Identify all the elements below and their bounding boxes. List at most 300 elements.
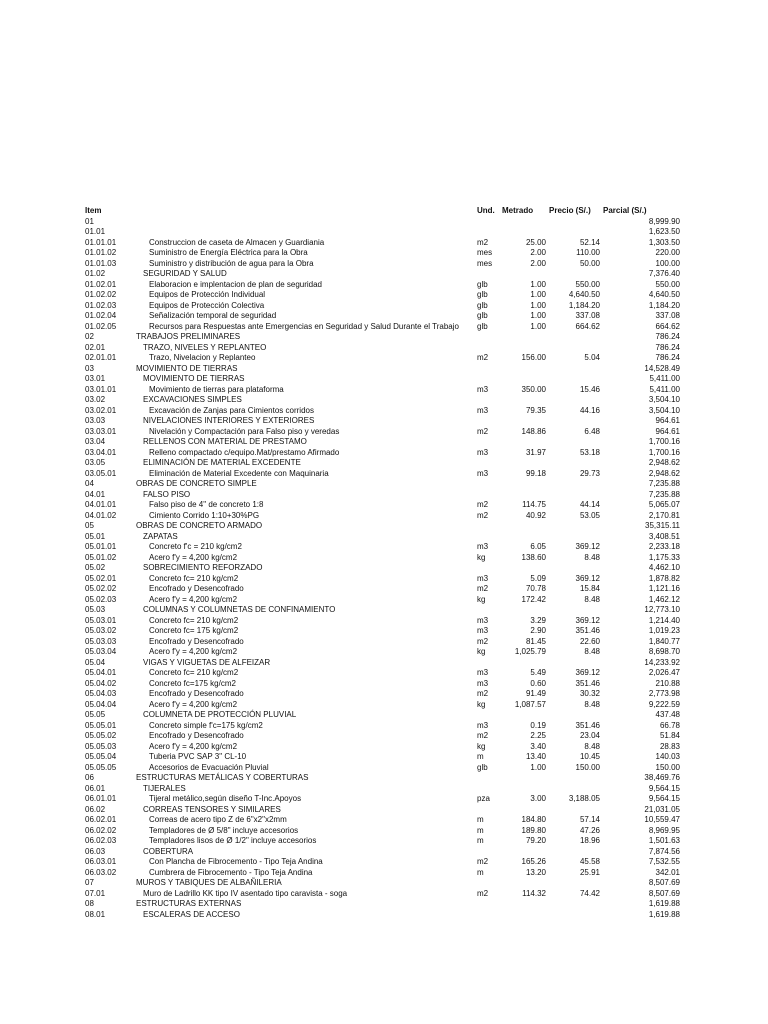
cell-partial-total: 21,031.05 xyxy=(644,804,680,814)
table-row xyxy=(0,217,768,228)
cell-quantity: 31.97 xyxy=(525,447,546,457)
cell-item-code: 01.02.02 xyxy=(85,290,117,299)
cell-unit: m3 xyxy=(477,720,489,730)
cell-description: OBRAS DE CONCRETO ARMADO xyxy=(136,521,263,530)
cell-description: MOVIMIENTO DE TIERRAS xyxy=(136,363,238,373)
cell-item-code: 05.05.04 xyxy=(85,752,117,761)
cell-unit: m3 xyxy=(477,573,489,583)
cell-description: COLUMNAS Y COLUMNETAS DE CONFINAMIENTO xyxy=(143,605,336,614)
table-row xyxy=(0,826,768,837)
table-row xyxy=(0,910,768,921)
table-row xyxy=(0,458,768,469)
cell-unit-price: 8.48 xyxy=(584,741,600,751)
cell-item-code: 04.01.01 xyxy=(85,500,117,509)
cell-unit: glb xyxy=(477,311,488,320)
cell-unit-price: 15.46 xyxy=(579,384,600,394)
cell-quantity: 79.35 xyxy=(525,405,546,415)
cell-partial-total: 337.08 xyxy=(655,311,680,320)
cell-description: TIJERALES xyxy=(143,783,186,793)
cell-description: Señalización temporal de seguridad xyxy=(149,311,277,320)
cell-quantity: 148.86 xyxy=(521,426,546,436)
cell-item-code: 02 xyxy=(85,332,94,341)
cell-unit: m2 xyxy=(477,500,489,509)
cell-description: Cumbrera de Fibrocemento - Tipo Teja Andina xyxy=(149,867,313,877)
cell-partial-total: 1,619.88 xyxy=(648,899,680,908)
cell-quantity: 1,087.57 xyxy=(514,699,546,709)
cell-unit-price: 29.73 xyxy=(579,468,600,478)
table-row xyxy=(0,227,768,238)
cell-unit-price: 47.26 xyxy=(579,825,600,835)
cell-partial-total: 1,700.16 xyxy=(648,437,680,446)
cell-item-code: 08.01 xyxy=(85,909,106,919)
cell-description: Acero f'y = 4,200 kg/cm2 xyxy=(149,699,238,709)
cell-partial-total: 1,019.23 xyxy=(648,626,680,635)
cell-unit: m2 xyxy=(477,731,489,740)
cell-partial-total: 1,175.33 xyxy=(648,552,680,562)
cell-description: Cimiento Corrido 1:10+30%PG xyxy=(149,510,260,520)
cell-item-code: 04 xyxy=(85,479,94,488)
cell-item-code: 06 xyxy=(85,773,94,782)
cell-description: Falso piso de 4" de concreto 1:8 xyxy=(149,500,264,509)
cell-quantity: 1.00 xyxy=(530,311,546,320)
table-row xyxy=(0,353,768,364)
cell-partial-total: 220.00 xyxy=(655,248,680,257)
cell-item-code: 06.02.02 xyxy=(85,825,117,835)
cell-item-code: 06.02.03 xyxy=(85,836,117,845)
table-body xyxy=(0,217,768,921)
cell-unit: m3 xyxy=(477,668,489,677)
cell-unit-price: 4,640.50 xyxy=(568,290,600,299)
cell-quantity: 2.00 xyxy=(530,248,546,257)
cell-quantity: 6.05 xyxy=(530,542,546,551)
cell-partial-total: 4,462.10 xyxy=(648,563,680,572)
cell-description: Encofrado y Desencofrado xyxy=(149,584,244,593)
cell-unit: glb xyxy=(477,321,488,331)
cell-partial-total: 550.00 xyxy=(655,279,680,289)
cell-partial-total: 7,235.88 xyxy=(648,489,680,499)
cell-unit-price: 53.05 xyxy=(579,510,600,520)
cell-description: Construccion de caseta de Almacen y Guardiania xyxy=(149,237,325,247)
cell-unit-price: 8.48 xyxy=(584,699,600,709)
table-row xyxy=(0,668,768,679)
cell-partial-total: 5,065.07 xyxy=(648,500,680,509)
table-row xyxy=(0,773,768,784)
cell-partial-total: 1,184.20 xyxy=(648,300,680,310)
header-unit: Und. xyxy=(477,206,495,215)
cell-unit: m3 xyxy=(477,468,489,478)
cell-unit: m2 xyxy=(477,353,489,362)
cell-partial-total: 2,773.98 xyxy=(648,689,680,698)
cell-partial-total: 786.24 xyxy=(655,353,680,362)
cell-unit: glb xyxy=(477,762,488,772)
cell-partial-total: 786.24 xyxy=(655,342,680,352)
cell-quantity: 3.29 xyxy=(530,615,546,625)
cell-partial-total: 1,840.77 xyxy=(648,636,680,646)
cell-partial-total: 140.03 xyxy=(655,752,680,761)
cell-unit-price: 50.00 xyxy=(579,258,600,268)
cell-unit-price: 6.48 xyxy=(584,426,600,436)
cell-unit-price: 44.14 xyxy=(579,500,600,509)
cell-unit: m2 xyxy=(477,636,489,646)
cell-unit: m xyxy=(477,825,484,835)
cell-item-code: 01.02.04 xyxy=(85,311,117,320)
cell-partial-total: 8,507.69 xyxy=(648,888,680,898)
cell-unit-price: 369.12 xyxy=(575,668,600,677)
cell-partial-total: 786.24 xyxy=(655,332,680,341)
cell-quantity: 1.00 xyxy=(530,290,546,299)
table-row xyxy=(0,584,768,595)
cell-partial-total: 1,501.63 xyxy=(648,836,680,845)
cell-unit: m3 xyxy=(477,626,489,635)
cell-unit-price: 30.32 xyxy=(579,689,600,698)
cell-item-code: 05.04.01 xyxy=(85,668,117,677)
header-qty: Metrado xyxy=(502,206,534,215)
cell-item-code: 07 xyxy=(85,878,94,887)
cell-unit: kg xyxy=(477,699,486,709)
table-row xyxy=(0,889,768,900)
cell-unit: mes xyxy=(477,258,493,268)
cell-unit-price: 53.18 xyxy=(579,447,600,457)
cell-unit: kg xyxy=(477,594,486,604)
cell-partial-total: 9,564.15 xyxy=(648,794,680,803)
table-row xyxy=(0,616,768,627)
cell-item-code: 06.02 xyxy=(85,804,106,814)
cell-item-code: 03.05 xyxy=(85,458,106,467)
cell-unit-price: 369.12 xyxy=(575,573,600,583)
cell-item-code: 03.05.01 xyxy=(85,468,117,478)
table-row xyxy=(0,248,768,259)
cell-item-code: 01.01.01 xyxy=(85,237,117,247)
table-row xyxy=(0,679,768,690)
table-row xyxy=(0,532,768,543)
cell-unit: m3 xyxy=(477,542,489,551)
table-row xyxy=(0,742,768,753)
cell-description: SOBRECIMIENTO REFORZADO xyxy=(143,563,263,572)
cell-item-code: 05.04.02 xyxy=(85,678,117,688)
cell-item-code: 06.03 xyxy=(85,846,106,856)
cell-description: Templadores de Ø 5/8" incluye accesorios xyxy=(149,825,299,835)
table-row xyxy=(0,878,768,889)
cell-description: COLUMNETA DE PROTECCIÓN PLUVIAL xyxy=(143,710,297,719)
cell-partial-total: 1,462.12 xyxy=(648,594,680,604)
cell-quantity: 1.00 xyxy=(530,300,546,310)
cell-description: Acero f'y = 4,200 kg/cm2 xyxy=(149,741,238,751)
cell-unit-price: 10.45 xyxy=(579,752,600,761)
table-row xyxy=(0,437,768,448)
cell-partial-total: 664.62 xyxy=(655,321,680,331)
table-row xyxy=(0,406,768,417)
cell-partial-total: 1,214.40 xyxy=(648,615,680,625)
cell-partial-total: 1,121.16 xyxy=(648,584,680,593)
table-row xyxy=(0,763,768,774)
cell-item-code: 01.02.05 xyxy=(85,321,117,331)
cell-description: Elaboracion e implentacion de plan de seguridad xyxy=(149,279,323,289)
cell-unit-price: 150.00 xyxy=(575,762,600,772)
cell-item-code: 05.02.01 xyxy=(85,573,117,583)
cell-unit: m3 xyxy=(477,405,489,415)
table-row xyxy=(0,637,768,648)
table-row xyxy=(0,448,768,459)
table-row xyxy=(0,511,768,522)
cell-quantity: 5.49 xyxy=(530,668,546,677)
cell-description: Relleno compactado c/equipo.Mat/prestamo Afirmado xyxy=(149,447,340,457)
cell-unit: glb xyxy=(477,279,488,289)
cell-item-code: 05.05.02 xyxy=(85,731,117,740)
cell-unit: m2 xyxy=(477,857,489,866)
cell-description: Muro de Ladrillo KK tipo IV asentado tipo caravista - soga xyxy=(143,888,348,898)
header-price: Precio (S/.) xyxy=(549,206,591,215)
cell-quantity: 138.60 xyxy=(521,552,546,562)
cell-unit-price: 74.42 xyxy=(579,888,600,898)
cell-description: Recursos para Respuestas ante Emergencias en Seguridad y Salud Durante el Trabajo xyxy=(149,321,459,331)
cell-item-code: 05.05.03 xyxy=(85,741,117,751)
cell-item-code: 04.01.02 xyxy=(85,510,117,520)
table-row xyxy=(0,647,768,658)
cell-unit: m2 xyxy=(477,426,489,436)
cell-description: TRABAJOS PRELIMINARES xyxy=(136,332,241,341)
cell-item-code: 03 xyxy=(85,363,94,373)
cell-item-code: 02.01 xyxy=(85,342,106,352)
cell-item-code: 05.03.03 xyxy=(85,636,117,646)
cell-partial-total: 51.84 xyxy=(659,731,680,740)
table-row xyxy=(0,553,768,564)
cell-description: Trazo, Nivelacion y Replanteo xyxy=(149,353,256,362)
cell-description: SEGURIDAD Y SALUD xyxy=(143,269,227,278)
cell-quantity: 40.92 xyxy=(525,510,546,520)
table-row xyxy=(0,836,768,847)
cell-unit-price: 45.58 xyxy=(579,857,600,866)
cell-item-code: 08 xyxy=(85,899,94,908)
table-row xyxy=(0,857,768,868)
cell-unit-price: 351.46 xyxy=(575,678,600,688)
table-row xyxy=(0,364,768,375)
cell-description: MUROS Y TABIQUES DE ALBAÑILERIA xyxy=(136,878,282,887)
cell-item-code: 05.03.04 xyxy=(85,647,117,656)
cell-item-code: 06.03.01 xyxy=(85,857,117,866)
cell-quantity: 165.26 xyxy=(521,857,546,866)
cell-partial-total: 2,233.18 xyxy=(648,542,680,551)
cell-unit-price: 8.48 xyxy=(584,647,600,656)
cell-item-code: 05.01 xyxy=(85,531,106,541)
cell-partial-total: 10,559.47 xyxy=(644,815,680,824)
cell-description: Suministro de Energía Eléctrica para la Obra xyxy=(149,248,308,257)
cell-partial-total: 1,878.82 xyxy=(648,573,680,583)
cell-quantity: 114.32 xyxy=(522,888,546,898)
table-row xyxy=(0,784,768,795)
table-row xyxy=(0,805,768,816)
table-row xyxy=(0,479,768,490)
cell-unit: m xyxy=(477,836,484,845)
table-row xyxy=(0,542,768,553)
cell-item-code: 04.01 xyxy=(85,489,106,499)
cell-partial-total: 35,315.11 xyxy=(645,521,680,530)
table-row xyxy=(0,899,768,910)
cell-unit-price: 351.46 xyxy=(575,626,600,635)
cell-description: ZAPATAS xyxy=(143,531,178,541)
table-row xyxy=(0,469,768,480)
cell-description: OBRAS DE CONCRETO SIMPLE xyxy=(136,479,257,488)
cell-unit-price: 664.62 xyxy=(575,321,600,331)
cell-partial-total: 4,640.50 xyxy=(648,290,680,299)
cell-item-code: 06.01 xyxy=(85,783,106,793)
cell-item-code: 06.02.01 xyxy=(85,815,117,824)
cell-item-code: 01.02.01 xyxy=(85,279,117,289)
table-row xyxy=(0,794,768,805)
cell-quantity: 91.49 xyxy=(525,689,546,698)
budget-sheet xyxy=(0,206,768,920)
table-row xyxy=(0,385,768,396)
cell-item-code: 03.01.01 xyxy=(85,384,117,394)
cell-unit-price: 25.91 xyxy=(579,867,600,877)
cell-unit: m2 xyxy=(477,888,489,898)
cell-description: Encofrado y Desencofrado xyxy=(149,636,244,646)
cell-unit: m3 xyxy=(477,678,489,688)
table-row xyxy=(0,815,768,826)
table-row xyxy=(0,626,768,637)
cell-partial-total: 1,623.50 xyxy=(648,227,680,236)
cell-item-code: 05.01.02 xyxy=(85,552,117,562)
cell-unit-price: 23.04 xyxy=(579,731,600,740)
table-row xyxy=(0,721,768,732)
cell-item-code: 05.02.03 xyxy=(85,594,117,604)
cell-item-code: 03.04.01 xyxy=(85,447,117,457)
cell-quantity: 189.80 xyxy=(521,825,546,835)
cell-quantity: 114.75 xyxy=(522,500,546,509)
table-row xyxy=(0,343,768,354)
cell-item-code: 05.04.04 xyxy=(85,699,117,709)
cell-item-code: 05.03.01 xyxy=(85,615,117,625)
cell-item-code: 05.04 xyxy=(85,657,106,667)
cell-partial-total: 964.61 xyxy=(655,426,680,436)
cell-unit-price: 351.46 xyxy=(575,720,600,730)
cell-partial-total: 342.01 xyxy=(655,867,680,877)
table-row xyxy=(0,395,768,406)
table-row xyxy=(0,700,768,711)
table-row xyxy=(0,847,768,858)
cell-description: MOVIMIENTO DE TIERRAS xyxy=(143,374,245,383)
cell-partial-total: 5,411.00 xyxy=(649,374,680,383)
cell-partial-total: 1,700.16 xyxy=(648,447,680,457)
cell-description: NIVELACIONES INTERIORES Y EXTERIORES xyxy=(143,416,315,425)
cell-item-code: 05.01.01 xyxy=(85,542,117,551)
cell-description: ELIMINACIÓN DE MATERIAL EXCEDENTE xyxy=(143,458,301,467)
cell-item-code: 03.02.01 xyxy=(85,405,117,415)
cell-unit-price: 44.16 xyxy=(579,405,600,415)
cell-unit-price: 57.14 xyxy=(579,815,600,824)
cell-description: Correas de acero tipo Z de 6"x2"x2mm xyxy=(149,815,287,824)
cell-item-code: 05.03.02 xyxy=(85,626,117,635)
cell-description: Concreto fc= 175 kg/cm2 xyxy=(149,626,239,635)
cell-description: FALSO PISO xyxy=(143,489,191,499)
cell-item-code: 01.01.02 xyxy=(85,248,117,257)
cell-unit: glb xyxy=(477,290,488,299)
table-row xyxy=(0,427,768,438)
cell-unit-price: 1,184.20 xyxy=(568,300,600,310)
table-row xyxy=(0,416,768,427)
table-row xyxy=(0,301,768,312)
cell-description: Concreto f'c = 210 kg/cm2 xyxy=(149,542,242,551)
cell-unit: m3 xyxy=(477,615,489,625)
cell-unit: kg xyxy=(477,552,486,562)
cell-item-code: 01 xyxy=(85,216,94,226)
cell-description: Equipos de Protección Individual xyxy=(149,290,266,299)
cell-quantity: 156.00 xyxy=(521,353,546,362)
cell-description: Concreto fc= 210 kg/cm2 xyxy=(149,668,239,677)
cell-description: ESTRUCTURAS EXTERNAS xyxy=(136,899,242,908)
cell-unit-price: 369.12 xyxy=(575,542,600,551)
cell-partial-total: 1,303.50 xyxy=(648,237,680,247)
table-header xyxy=(0,206,768,217)
cell-partial-total: 7,532.55 xyxy=(648,857,680,866)
cell-partial-total: 12,773.10 xyxy=(644,605,680,614)
cell-description: Concreto fc= 210 kg/cm2 xyxy=(149,615,239,625)
cell-partial-total: 3,504.10 xyxy=(648,395,680,404)
cell-quantity: 1.00 xyxy=(530,279,546,289)
cell-quantity: 13.20 xyxy=(525,867,546,877)
cell-item-code: 03.01 xyxy=(85,374,106,383)
cell-item-code: 01.01.03 xyxy=(85,258,117,268)
cell-description: Movimiento de tierras para plataforma xyxy=(149,384,284,394)
table-row xyxy=(0,490,768,501)
cell-partial-total: 1,619.88 xyxy=(648,909,680,919)
cell-item-code: 03.03 xyxy=(85,416,106,425)
cell-item-code: 05.05.05 xyxy=(85,762,117,772)
cell-partial-total: 150.00 xyxy=(655,762,680,772)
cell-partial-total: 8,969.95 xyxy=(648,825,680,835)
cell-description: VIGAS Y VIGUETAS DE ALFEIZAR xyxy=(143,657,271,667)
table-row xyxy=(0,290,768,301)
cell-quantity: 2.90 xyxy=(530,626,546,635)
cell-unit-price: 15.84 xyxy=(579,584,600,593)
cell-unit: glb xyxy=(477,300,488,310)
cell-item-code: 03.02 xyxy=(85,395,106,404)
table-row xyxy=(0,689,768,700)
cell-unit-price: 337.08 xyxy=(575,311,600,320)
cell-quantity: 0.19 xyxy=(530,720,546,730)
cell-unit: m2 xyxy=(477,237,489,247)
cell-partial-total: 2,948.62 xyxy=(648,458,680,467)
cell-quantity: 172.42 xyxy=(521,594,546,604)
table-row xyxy=(0,868,768,879)
cell-description: Concreto fc= 210 kg/cm2 xyxy=(149,573,239,583)
cell-quantity: 5.09 xyxy=(530,573,546,583)
cell-partial-total: 3,504.10 xyxy=(648,405,680,415)
table-row xyxy=(0,238,768,249)
cell-description: Suministro y distribución de agua para la Obra xyxy=(149,258,314,268)
table-row xyxy=(0,752,768,763)
cell-partial-total: 437.48 xyxy=(655,710,680,719)
cell-description: Acero f'y = 4,200 kg/cm2 xyxy=(149,647,238,656)
cell-unit: m2 xyxy=(477,689,489,698)
cell-description: Equipos de Protección Colectiva xyxy=(149,300,265,310)
cell-description: Accesorios de Evacuación Pluvial xyxy=(149,762,269,772)
cell-quantity: 1.00 xyxy=(530,762,546,772)
cell-partial-total: 9,564.15 xyxy=(648,783,680,793)
cell-description: Encofrado y Desencofrado xyxy=(149,731,244,740)
cell-item-code: 05.02.02 xyxy=(85,584,117,593)
table-row xyxy=(0,658,768,669)
cell-item-code: 06.03.02 xyxy=(85,867,117,877)
cell-description: Acero f'y = 4,200 kg/cm2 xyxy=(149,552,238,562)
cell-quantity: 0.60 xyxy=(530,678,546,688)
cell-quantity: 350.00 xyxy=(521,384,546,394)
cell-partial-total: 9,222.59 xyxy=(648,699,680,709)
cell-description: Con Plancha de Fibrocemento - Tipo Teja Andina xyxy=(149,857,323,866)
cell-unit-price: 52.14 xyxy=(579,237,600,247)
cell-description: ESTRUCTURAS METÁLICAS Y COBERTURAS xyxy=(136,773,309,782)
cell-quantity: 25.00 xyxy=(525,237,546,247)
cell-description: COBERTURA xyxy=(143,846,194,856)
